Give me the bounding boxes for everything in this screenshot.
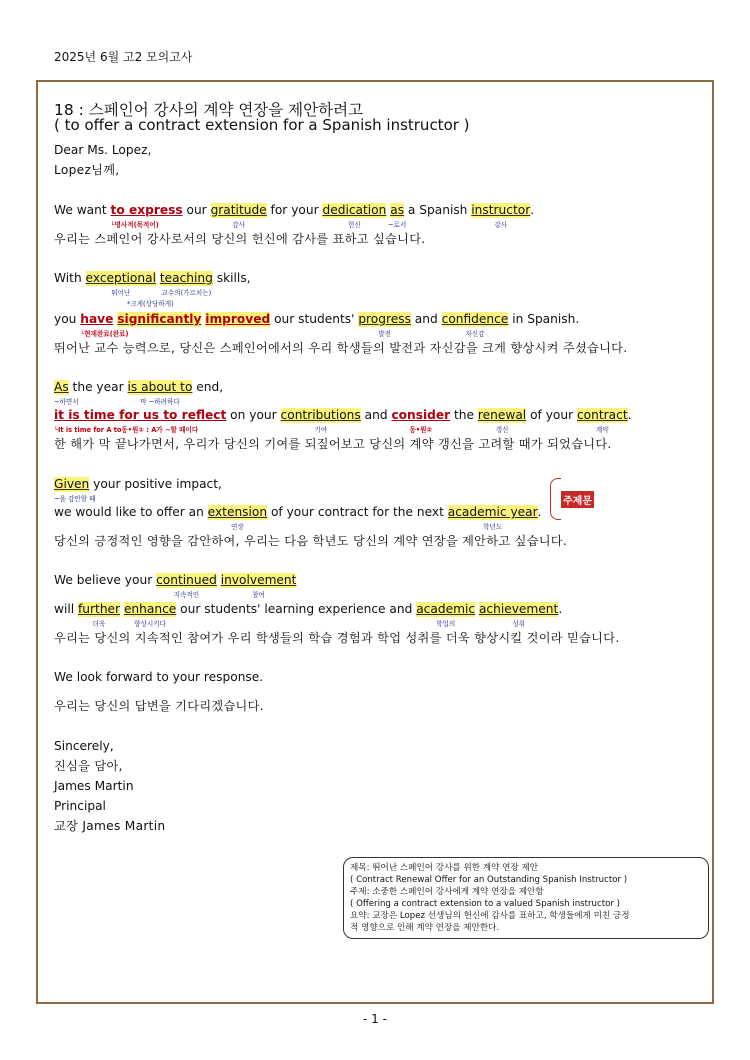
- text-span: teaching: [159, 271, 213, 285]
- text-span: skills,: [212, 271, 251, 285]
- vocab-word: [280, 408, 361, 434]
- gloss: └현재완료(완료): [80, 330, 129, 338]
- gloss: 교수의(가르치는): [161, 289, 212, 297]
- gloss: ~로서: [388, 221, 407, 229]
- text-span: a Spanish: [404, 203, 472, 217]
- vocab-word: [358, 312, 411, 338]
- summary-abstract-line2: 적 영향으로 인해 계약 연장을 제안한다.: [350, 923, 500, 933]
- text-span: As: [54, 380, 69, 394]
- gloss: 강사: [494, 221, 508, 229]
- vocab-word: [127, 380, 193, 406]
- text-span: .: [537, 505, 542, 519]
- vocab-word: [210, 203, 267, 229]
- vocab-word: [54, 380, 79, 406]
- gloss: 기여: [314, 426, 328, 434]
- vocab-word: improved: [205, 312, 271, 326]
- text-span: of your: [526, 408, 577, 422]
- sentence-5a-en: [54, 573, 297, 599]
- vocab-word: [478, 602, 559, 628]
- gloss: 더욱: [92, 620, 106, 628]
- text-span: .: [558, 602, 563, 616]
- text-span: dedication: [322, 203, 387, 217]
- text-span: as: [390, 203, 405, 217]
- gloss: 동•원②: [409, 426, 433, 434]
- text-span: is about to: [127, 380, 193, 394]
- gloss-note: *크게(상당하게): [127, 300, 174, 308]
- sentence-5b-en: [54, 602, 563, 628]
- gloss: 감사: [232, 221, 245, 229]
- text-span: the year: [68, 380, 128, 394]
- salutation-en: Dear Ms. Lopez,: [54, 143, 152, 157]
- gloss: 학업의: [436, 620, 456, 628]
- text-span: confidence: [441, 312, 509, 326]
- vocab-word: [441, 312, 509, 338]
- gloss: 계약: [595, 426, 609, 434]
- text-span: instructor: [471, 203, 531, 217]
- text-span: the: [450, 408, 478, 422]
- text-span: our students' learning experience and: [176, 602, 417, 616]
- text-span: end,: [192, 380, 224, 394]
- summary-topic-en: ( Offering a contract extension to a valued Spanish instructor ): [350, 899, 620, 909]
- vocab-word: significantly: [117, 312, 202, 326]
- closing-sincerely-ko: 진심을 담아,: [54, 759, 123, 773]
- vocab-word: [471, 203, 531, 229]
- closing-name: James Martin: [54, 779, 134, 793]
- text-span: enhance: [123, 602, 177, 616]
- gloss: ~하면서: [54, 398, 79, 406]
- closing-signature-ko: 교장 James Martin: [54, 819, 166, 833]
- vocab-word: [322, 203, 387, 229]
- text-span: your positive impact,: [89, 477, 222, 491]
- text-span: to express: [110, 203, 183, 217]
- text-span: our: [182, 203, 211, 217]
- text-span: you: [54, 312, 81, 326]
- sentence-4a-en: [54, 477, 222, 503]
- vocab-word: [85, 271, 156, 297]
- sentence-1-en: [54, 203, 535, 229]
- sentence-5-ko: 우리는 당신의 지속적인 참여가 우리 학생들의 학습 경험과 학업 성취를 더욱 향상시킬 것이라 믿습니다.: [54, 631, 620, 645]
- text-span: our students': [270, 312, 359, 326]
- sentence-1-ko: 우리는 스페인어 강사로서의 당신의 헌신에 감사를 표하고 싶습니다.: [54, 232, 426, 246]
- closing-title: Principal: [54, 799, 106, 813]
- summary-title-ko: 제목: 뛰어난 스페인어 강사를 위한 계약 연장 제안: [350, 863, 539, 873]
- vocab-word: [207, 505, 268, 531]
- sentence-2b-en: [54, 312, 580, 338]
- topic-sentence-brace: [550, 478, 561, 520]
- gloss: 자신감: [465, 330, 485, 338]
- sentence-2a-en: [54, 271, 251, 297]
- gloss: 참여: [252, 591, 265, 599]
- gloss: 성취: [512, 620, 525, 628]
- text-span: With: [54, 271, 86, 285]
- text-span: We believe your: [54, 573, 157, 587]
- text-span: and: [360, 408, 392, 422]
- page-header: 2025년 6월 고2 모의고사: [54, 50, 193, 64]
- sentence-3b-en: [54, 408, 632, 434]
- question-title: 18 : 스페인어 강사의 계약 연장을 제안하려고: [54, 101, 364, 119]
- vocab-word: [416, 602, 476, 628]
- salutation-ko: Lopez님께,: [54, 163, 120, 177]
- text-span: gratitude: [210, 203, 267, 217]
- sentence-6-ko: 우리는 당신의 답변을 기다리겠습니다.: [54, 699, 264, 713]
- vocab-word: [159, 271, 213, 297]
- text-span: on your: [226, 408, 281, 422]
- summary-abstract-line1: 요약: 교장은 Lopez 선생님의 헌신에 감사를 표하고, 학생들에게 미친 긍정: [350, 911, 630, 921]
- sentence-2-ko: 뛰어난 교수 능력으로, 당신은 스페인어에서의 우리 학생들의 발전과 자신감을 크게 향상시켜 주셨습니다.: [54, 341, 628, 355]
- text-span: exceptional: [85, 271, 156, 285]
- text-span: involvement: [220, 573, 297, 587]
- vocab-word: [391, 408, 451, 434]
- text-span: of your contract for the next: [267, 505, 448, 519]
- text-span: and: [410, 312, 442, 326]
- summary-title-en: ( Contract Renewal Offer for an Outstanding Spanish Instructor ): [350, 875, 628, 885]
- gloss: 지속적인: [173, 591, 200, 599]
- sentence-4b-en: [54, 505, 542, 531]
- text-span: academic year: [447, 505, 538, 519]
- text-span: for your: [266, 203, 323, 217]
- vocab-word: [388, 203, 407, 229]
- gloss: 헌신: [348, 221, 361, 229]
- gloss: └명사적(목적어): [110, 221, 159, 229]
- vocab-word: [447, 505, 538, 531]
- text-span: Given: [54, 477, 90, 491]
- text-span: contract: [576, 408, 628, 422]
- gloss: 막 ~하려하다: [140, 398, 180, 406]
- vocab-word: [54, 477, 96, 503]
- sentence-3-ko: 한 해가 막 끝나가면서, 우리가 당신의 기여를 되짚어보고 당신의 계약 갱신을 고려할 때가 되었습니다.: [54, 437, 612, 451]
- page-number: - 1 -: [363, 1012, 387, 1026]
- gloss: └It is time for A to동•원① : A가 ~할 때이다: [54, 426, 199, 434]
- text-span: renewal: [477, 408, 527, 422]
- text-span: progress: [358, 312, 411, 326]
- gloss: 발전: [378, 330, 391, 338]
- text-span: .: [530, 203, 535, 217]
- vocab-word: [123, 602, 177, 628]
- vocab-word: [110, 203, 183, 229]
- text-span: continued: [156, 573, 217, 587]
- text-span: we would like to offer an: [54, 505, 208, 519]
- text-span: further: [78, 602, 121, 616]
- vocab-word: [156, 573, 217, 599]
- question-title-en: ( to offer a contract extension for a Spanish instructor ): [54, 116, 470, 134]
- text-span: it is time for us to reflect: [54, 408, 227, 422]
- text-span: We want: [54, 203, 111, 217]
- topic-sentence-badge: 주제문: [561, 491, 594, 508]
- text-span: have: [80, 312, 114, 326]
- sentence-4-ko: 당신의 긍정적인 영향을 감안하여, 우리는 다음 학년도 당신의 계약 연장을 제안하고 싶습니다.: [54, 534, 568, 548]
- vocab-phrase: [54, 408, 227, 434]
- gloss: 뛰어난: [111, 289, 131, 297]
- vocab-word: [576, 408, 628, 434]
- gloss: 향상시키다: [134, 620, 167, 628]
- gloss: 학년도: [483, 523, 503, 531]
- vocab-word: [80, 312, 129, 338]
- sentence-6-en: We look forward to your response.: [54, 670, 264, 684]
- text-span: achievement: [478, 602, 559, 616]
- closing-sincerely: Sincerely,: [54, 739, 114, 753]
- text-span: contributions: [280, 408, 361, 422]
- gloss: 갱신: [495, 426, 509, 434]
- vocab-word: [220, 573, 297, 599]
- vocab-word: [477, 408, 527, 434]
- gloss: 연장: [231, 523, 244, 531]
- sentence-3a-en: [54, 380, 224, 406]
- text-span: .: [627, 408, 632, 422]
- gloss: ~을 감안할 때: [54, 495, 96, 503]
- text-span: consider: [391, 408, 451, 422]
- text-span: will: [54, 602, 79, 616]
- text-span: in Spanish.: [508, 312, 580, 326]
- vocab-word: [78, 602, 121, 628]
- text-span: extension: [207, 505, 268, 519]
- summary-box: [343, 857, 709, 939]
- text-span: academic: [416, 602, 476, 616]
- summary-topic-ko: 주제: 소중한 스페인어 강사에게 계약 연장을 제안함: [350, 887, 544, 897]
